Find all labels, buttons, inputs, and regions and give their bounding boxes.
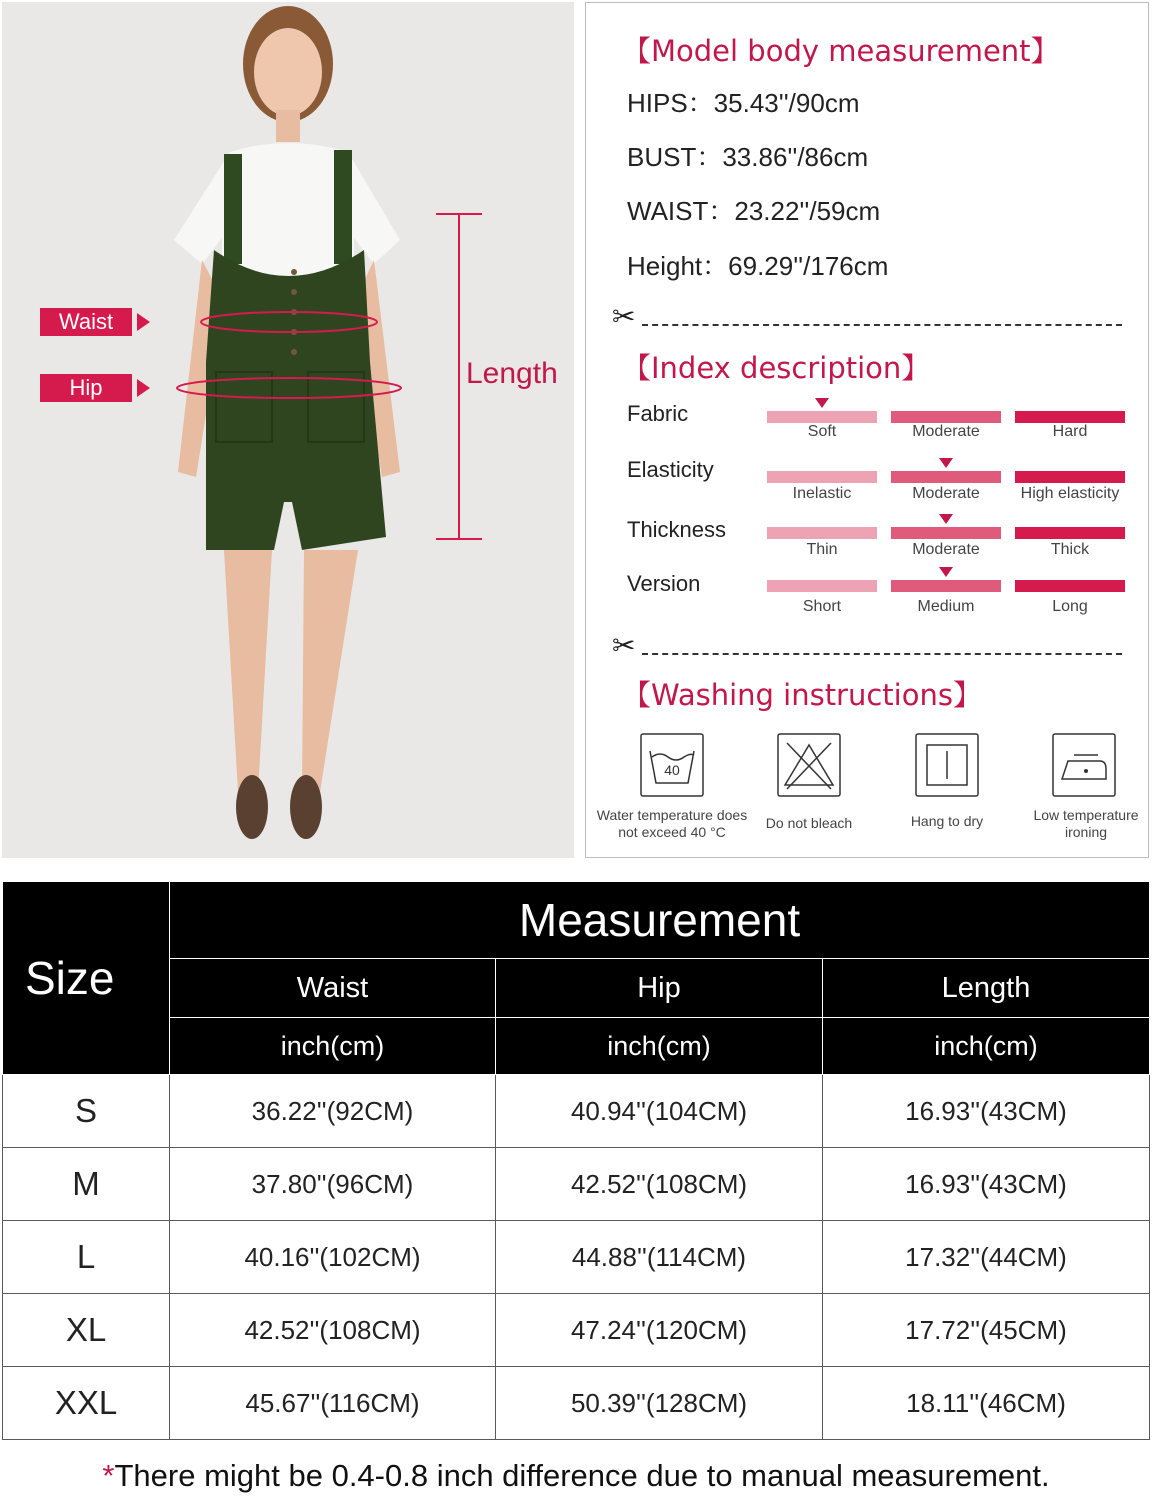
index-scale-bar [891,527,1001,539]
size-chart-table [2,881,1150,1440]
model-figure [2,2,574,858]
selected-marker-icon [939,567,953,577]
index-scale-bar [767,411,877,423]
index-option-label: Soft [807,423,837,440]
index-label-thickness: Thickness [627,517,727,542]
no-bleach-icon [777,733,841,797]
low-iron-icon [1052,733,1116,797]
bust-measurement: BUST：33.86''/86cm [627,142,869,172]
low-iron-caption: Low temperature ironing [1033,807,1139,840]
footnote-star: * [102,1458,115,1493]
measurement-footnote [0,1458,1152,1494]
unit-header: inch(cm) [170,1018,496,1075]
hip-cell: 47.24''(120CM) [496,1294,823,1367]
waist-cell: 37.80''(96CM) [170,1148,496,1221]
index-scale-bar [891,411,1001,423]
table-row [3,1221,1150,1294]
info-panel [585,2,1149,858]
index-scale-bar [891,471,1001,483]
size-cell: XL [3,1294,170,1367]
index-option-label: High elasticity [1020,485,1120,502]
selected-marker-icon [939,458,953,468]
index-scale-bar [767,471,877,483]
length-cell: 17.72''(45CM) [823,1294,1150,1367]
selected-marker-icon [815,398,829,408]
size-header: Size [3,882,170,1075]
size-cell: L [3,1221,170,1294]
waist-arrow-icon [137,313,150,331]
index-scale-bar [1015,527,1125,539]
height-measurement: Height：69.29''/176cm [627,251,889,281]
measurement-header: Measurement [170,882,1150,959]
waist-cell: 36.22''(92CM) [170,1075,496,1148]
hang-dry-icon [915,733,979,797]
table-row [3,1075,1150,1148]
length-cell: 17.32''(44CM) [823,1221,1150,1294]
index-label-version: Version [627,571,701,596]
cut-divider [612,630,1122,662]
waist-measurement: WAIST：23.22''/59cm [627,196,881,226]
length-cell: 16.93''(43CM) [823,1148,1150,1221]
index-option-label: Moderate [912,541,980,558]
index-option-label: Hard [1052,423,1088,440]
index-label-elasticity: Elasticity [627,457,714,482]
index-scale-bar [891,580,1001,592]
hip-arrow-icon [137,379,150,397]
unit-header: inch(cm) [823,1018,1150,1075]
waist-cell: 40.16''(102CM) [170,1221,496,1294]
hang-dry-caption: Hang to dry [910,813,984,829]
selected-marker-icon [939,514,953,524]
unit-header: inch(cm) [496,1018,823,1075]
waist-tag: Waist [40,308,132,336]
index-label-fabric: Fabric [627,401,689,426]
hip-tag: Hip [40,374,132,402]
scissors-icon: ✂ [612,301,636,332]
index-scale-bar [1015,411,1125,423]
index-option-label: Moderate [912,423,980,440]
wash-caption: Water temperature does not exceed 40 °C [596,807,748,840]
index-description-title: 【Index description】 [622,351,931,385]
hip-cell: 44.88''(114CM) [496,1221,823,1294]
index-option-label: Short [802,598,842,615]
index-option-label: Long [1052,598,1088,615]
length-label: Length [466,357,558,390]
index-option-label: Thin [806,541,838,558]
hips-measurement: HIPS：35.43''/90cm [627,88,860,118]
waist-column-header: Waist [170,959,496,1018]
washing-instructions-title: 【Washing instructions】 [622,678,982,712]
index-option-label: Thick [1050,541,1090,558]
hip-cell: 40.94''(104CM) [496,1075,823,1148]
cut-divider [612,301,1122,333]
index-scale-bar [1015,471,1125,483]
size-cell: S [3,1075,170,1148]
index-scale-bar [1015,580,1125,592]
model-photo [2,2,574,858]
wash-temp: 40 [664,762,680,778]
no-bleach-caption: Do not bleach [765,815,853,831]
index-scale-bar [767,527,877,539]
hip-column-header: Hip [496,959,823,1018]
table-row [3,1148,1150,1221]
index-option-label: Medium [917,598,975,615]
scissors-icon: ✂ [612,630,636,661]
length-column-header: Length [823,959,1150,1018]
waist-cell: 42.52''(108CM) [170,1294,496,1367]
size-cell: M [3,1148,170,1221]
model-measurement-title: 【Model body measurement】 [622,34,1060,68]
waist-cell: 45.67''(116CM) [170,1367,496,1440]
hip-cell: 50.39''(128CM) [496,1367,823,1440]
wash-40-icon [640,733,704,797]
length-cell: 16.93''(43CM) [823,1075,1150,1148]
index-option-label: Moderate [912,485,980,502]
index-option-label: Inelastic [792,485,852,502]
table-row [3,1367,1150,1440]
size-cell: XXL [3,1367,170,1440]
table-row [3,1294,1150,1367]
length-cell: 18.11''(46CM) [823,1367,1150,1440]
hip-cell: 42.52''(108CM) [496,1148,823,1221]
index-scale-bar [767,580,877,592]
footnote-text: There might be 0.4-0.8 inch difference due to manual measurement. [114,1458,1050,1493]
